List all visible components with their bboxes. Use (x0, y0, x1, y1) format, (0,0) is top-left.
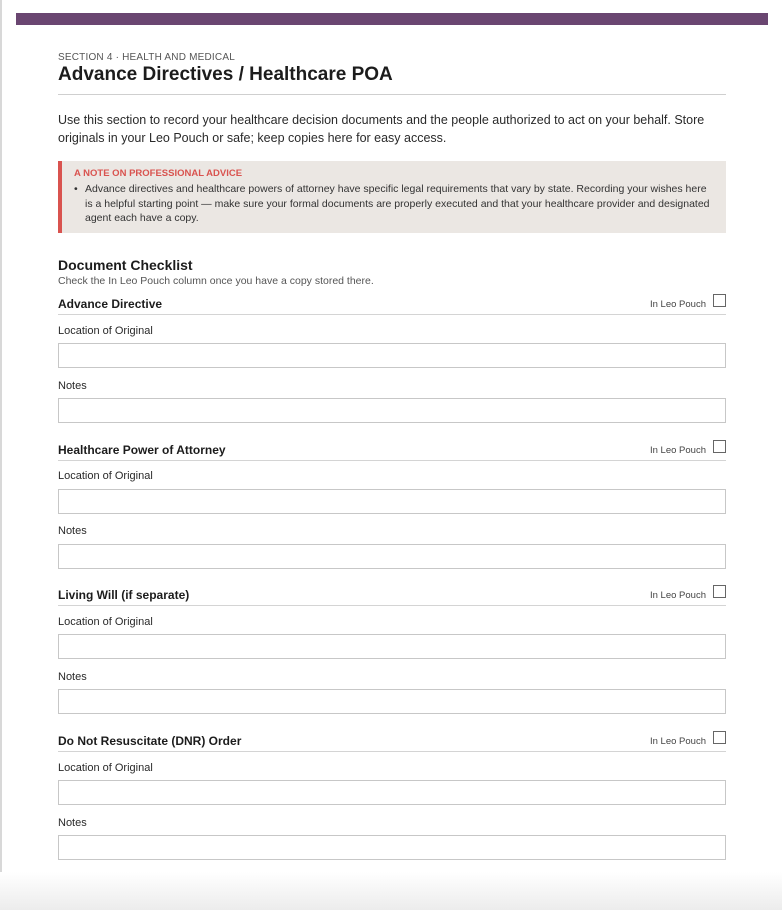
section-color-bar (16, 13, 768, 25)
checklist-title: Document Checklist (58, 257, 193, 273)
location-of-original-field[interactable] (58, 780, 726, 805)
document-dnr-order (58, 734, 726, 894)
notes-field[interactable] (58, 835, 726, 860)
page-bottom-shadow (0, 872, 782, 910)
document-header (58, 588, 726, 606)
notes-field[interactable] (58, 689, 726, 714)
in-pouch-label: In Leo Pouch (650, 736, 706, 747)
bullet-icon: • (74, 183, 78, 195)
checklist-subtitle: Check the In Leo Pouch column once you have a copy stored there. (58, 275, 374, 287)
document-living-will (58, 588, 726, 748)
document-healthcare-poa (58, 443, 726, 603)
location-label: Location of Original (58, 762, 153, 774)
advice-note-heading: A NOTE ON PROFESSIONAL ADVICE (74, 168, 243, 179)
page-title: Advance Directives / Healthcare POA (58, 64, 393, 85)
location-of-original-field[interactable] (58, 634, 726, 659)
notes-label: Notes (58, 671, 87, 683)
location-label: Location of Original (58, 325, 153, 337)
section-eyebrow: SECTION 4 · HEALTH AND MEDICAL (58, 52, 235, 63)
notes-field[interactable] (58, 398, 726, 423)
document-header (58, 443, 726, 461)
in-pouch-checkbox[interactable] (713, 294, 726, 307)
document-header (58, 734, 726, 752)
document-name: Living Will (if separate) (58, 588, 190, 602)
document-name: Advance Directive (58, 297, 163, 311)
title-divider (58, 94, 726, 95)
in-pouch-label: In Leo Pouch (650, 590, 706, 601)
intro-paragraph: Use this section to record your healthcare decision documents and the people authorized to act on your behalf. Store originals in your Leo Pouch or safe; keep copies here for easy access. (58, 113, 705, 145)
advice-note-body (74, 182, 714, 226)
location-of-original-field[interactable] (58, 489, 726, 514)
notes-label: Notes (58, 525, 87, 537)
advice-note (58, 161, 726, 233)
notes-field[interactable] (58, 544, 726, 569)
document-header (58, 297, 726, 315)
document-name: Healthcare Power of Attorney (58, 443, 226, 457)
notes-label: Notes (58, 380, 87, 392)
location-label: Location of Original (58, 470, 153, 482)
document-advance-directive (58, 297, 726, 457)
location-label: Location of Original (58, 616, 153, 628)
advice-note-text: Advance directives and healthcare powers of attorney have specific legal requirements that vary by state. Recording your wishes here is a helpful starting point — make sure your formal documents are properly executed and that your healthcare provider and designated agent each have a copy. (85, 183, 710, 224)
location-of-original-field[interactable] (58, 343, 726, 368)
in-pouch-label: In Leo Pouch (650, 445, 706, 456)
in-pouch-checkbox[interactable] (713, 440, 726, 453)
document-name: Do Not Resuscitate (DNR) Order (58, 734, 242, 748)
page-left-edge (0, 0, 2, 910)
notes-label: Notes (58, 817, 87, 829)
in-pouch-checkbox[interactable] (713, 731, 726, 744)
in-pouch-label: In Leo Pouch (650, 299, 706, 310)
in-pouch-checkbox[interactable] (713, 585, 726, 598)
